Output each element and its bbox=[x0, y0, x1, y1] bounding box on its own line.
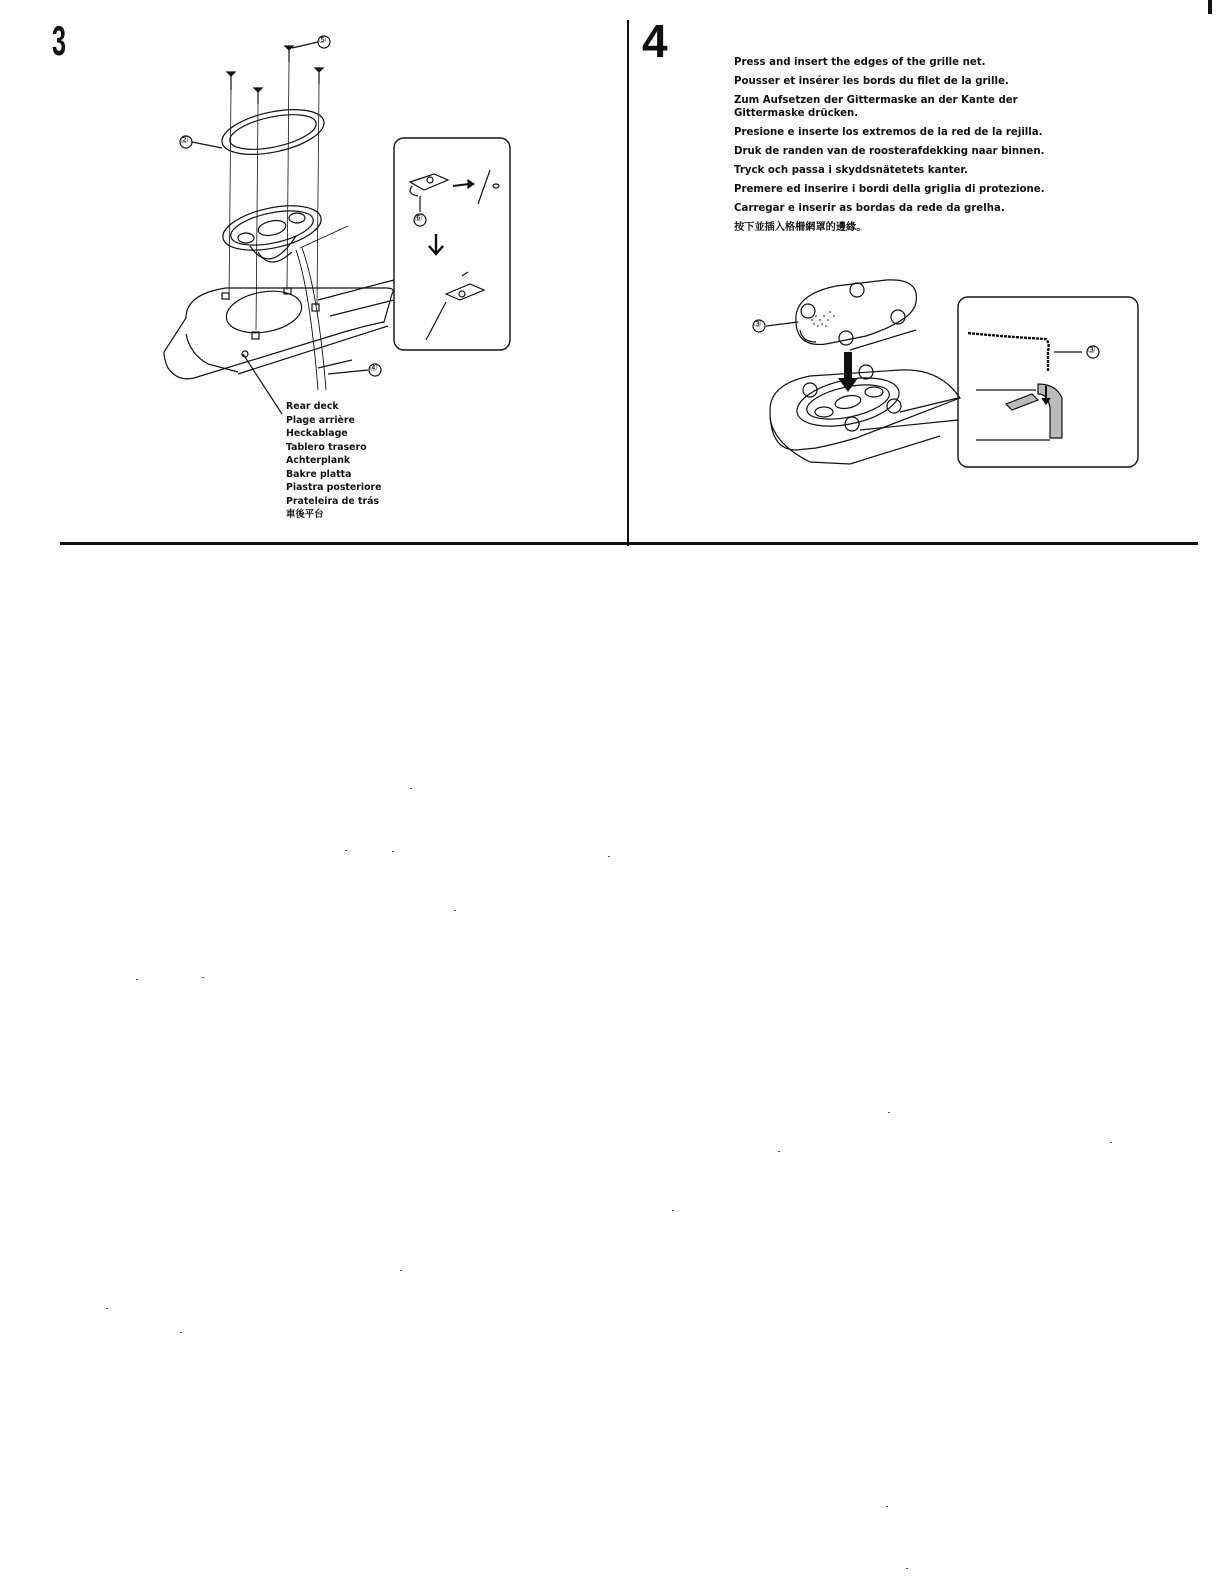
scan-speck bbox=[202, 977, 204, 978]
label-de: Heckablage bbox=[286, 428, 348, 439]
instruction-sv: Tryck och passa i skyddsnätetets kanter. bbox=[734, 165, 968, 176]
label-es: Tablero trasero bbox=[286, 441, 367, 453]
scan-speck bbox=[454, 910, 456, 911]
label-en: Rear deck bbox=[286, 401, 339, 412]
step-4-illustration bbox=[0, 0, 1230, 540]
instruction-zh: 按下並插入格柵網罩的邊緣。 bbox=[734, 222, 867, 233]
scan-speck bbox=[1110, 1142, 1112, 1143]
label-it: Piastra posteriore bbox=[286, 482, 382, 493]
instruction-pt: Carregar e inserir as bordas da rede da grelha. bbox=[734, 203, 1005, 214]
label-pt: Prateleira de trás bbox=[286, 495, 380, 507]
callout-4: ④ bbox=[369, 363, 378, 374]
label-nl: Achterplank bbox=[286, 455, 351, 466]
bottom-rule bbox=[60, 542, 1198, 545]
callout-5: ⑤ bbox=[318, 35, 327, 46]
callout-2: ② bbox=[180, 135, 189, 146]
scan-speck bbox=[180, 1332, 182, 1333]
scan-speck bbox=[345, 850, 347, 851]
instruction-de: Zum Aufsetzen der Gittermaske an der Kante der Gittermaske drücken. bbox=[734, 95, 1018, 119]
instruction-fr: Pousser et insérer les bords du filet de la grille. bbox=[734, 76, 1009, 87]
callout-3a: ③ bbox=[753, 319, 762, 330]
instruction-nl: Druk de randen van de roosterafdekking naar binnen. bbox=[734, 146, 1045, 157]
scan-speck bbox=[410, 788, 412, 789]
scan-speck bbox=[392, 851, 394, 852]
scan-speck bbox=[106, 1308, 108, 1309]
step-3-number: 3 bbox=[52, 17, 67, 64]
label-sv: Bakre platta bbox=[286, 468, 352, 480]
instruction-it: Premere ed inserire i bordi della griglia di protezione. bbox=[734, 184, 1045, 195]
instruction-es: Presione e inserte los extremos de la red de la rejilla. bbox=[734, 127, 1043, 138]
scan-speck bbox=[888, 1112, 890, 1113]
detail-box-4 bbox=[958, 297, 1138, 467]
callout-3b: ③ bbox=[1087, 345, 1096, 356]
scan-speck bbox=[400, 1270, 402, 1271]
speaker-on-deck-icon bbox=[770, 370, 960, 464]
scan-speck bbox=[886, 1506, 888, 1507]
label-zh: 車後平台 bbox=[286, 509, 324, 520]
instruction-en: Press and insert the edges of the grille net. bbox=[734, 57, 986, 68]
step-4-number: 4 bbox=[642, 15, 668, 67]
callout-6: ⑥ bbox=[414, 213, 423, 224]
scan-speck bbox=[136, 979, 138, 980]
scan-speck bbox=[608, 856, 610, 857]
grille-edge-detail-icon bbox=[968, 333, 1082, 440]
label-fr: Plage arrière bbox=[286, 414, 355, 426]
scan-speck bbox=[672, 1210, 674, 1211]
scan-speck bbox=[778, 1151, 780, 1152]
scan-speck bbox=[906, 1568, 908, 1569]
